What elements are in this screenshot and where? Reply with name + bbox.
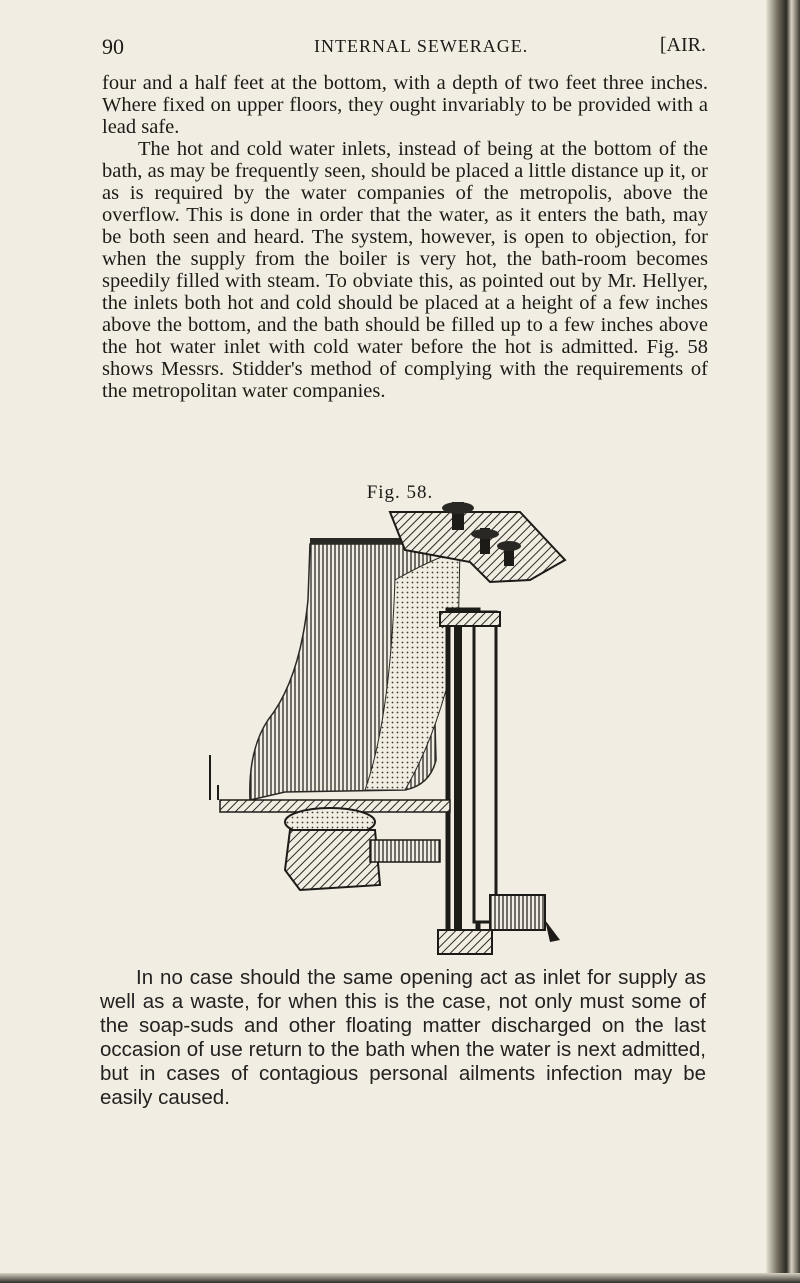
arrow-icon: [545, 920, 560, 942]
book-spine-edge: [766, 0, 800, 1283]
paragraph-continuation: four and a half feet at the bottom, with a depth of two feet three inches. Where fixed on upper floors, they ought invariably to be provided with a lead safe.: [102, 72, 708, 138]
overflow-pipe: [474, 612, 496, 922]
running-title: INTERNAL SEWERAGE.: [314, 36, 529, 56]
running-header: [102, 34, 706, 64]
page-number: 90: [102, 34, 124, 59]
waste-trap: [285, 830, 380, 890]
figure-caption: Fig. 58.: [366, 482, 434, 503]
body-text: [102, 72, 708, 402]
section-mark: [AIR.: [659, 34, 706, 56]
bath-inlet-illustration: [190, 500, 610, 960]
paragraph-inlets: The hot and cold water inlets, instead of being at the bottom of the bath, as may be frequently seen, should be placed a little distance up it, or as is required by the water companies of the metropolis, above the overflow. This is done in order that the water, as it enters the bath, may be both seen and heard. The system, however, is open to objection, for when the supply from the boiler is very hot, the bath-room becomes speedily filled with steam. To obviate this, as pointed out by Mr. Hellyer, the inlets both hot and cold should be placed at a height of a few inches above the bottom, and the bath should be filled up to a few inches above the hot water inlet with cold water before the hot is admitted. Fig. 58 shows Messrs. Stidder's method of complying with the requirements of the metropolitan water companies.: [102, 138, 708, 402]
closing-text: [100, 966, 706, 1110]
valve-body: [490, 895, 545, 930]
paragraph-waste: In no case should the same opening act as inlet for supply as well as a waste, for when this is the case, not only must some of the soap-suds and other floating matter discharged on the last occasion of use return to the bath when the water is next admitted, but in cases of contagious personal ailments infection may be easily caused.: [100, 966, 706, 1109]
page-bottom-edge: [0, 1273, 800, 1283]
